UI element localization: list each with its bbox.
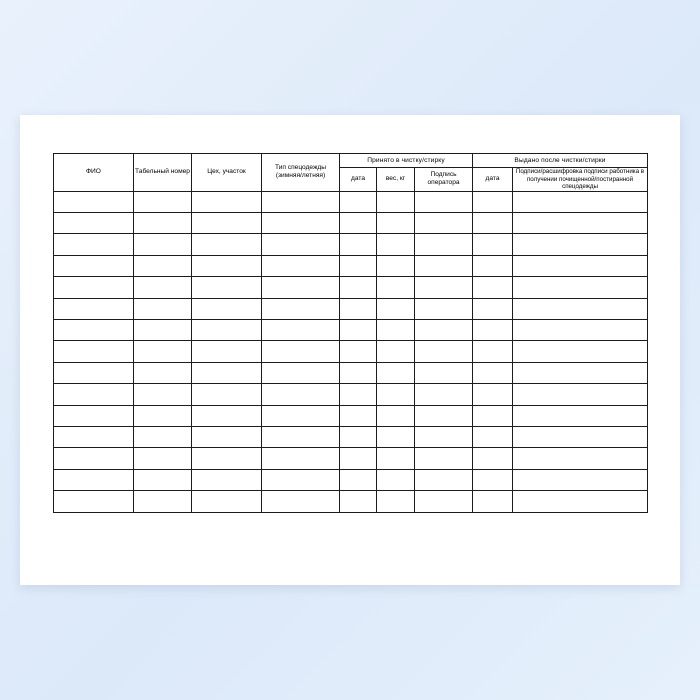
- table-cell[interactable]: [513, 277, 648, 298]
- table-cell[interactable]: [377, 469, 415, 490]
- table-cell[interactable]: [513, 341, 648, 362]
- table-cell[interactable]: [415, 426, 473, 447]
- table-cell[interactable]: [473, 341, 513, 362]
- column-header-personnel-number: Табельный номер: [134, 154, 192, 192]
- table-cell[interactable]: [134, 384, 192, 405]
- table-cell[interactable]: [54, 277, 134, 298]
- table-row[interactable]: [54, 298, 648, 319]
- table-cell[interactable]: [192, 213, 262, 234]
- table-cell[interactable]: [473, 298, 513, 319]
- table-cell[interactable]: [513, 191, 648, 212]
- table-cell[interactable]: [340, 255, 377, 276]
- table-cell[interactable]: [134, 191, 192, 212]
- table-cell[interactable]: [340, 277, 377, 298]
- table-cell[interactable]: [415, 405, 473, 426]
- table-cell[interactable]: [415, 234, 473, 255]
- column-header-fio: ФИО: [54, 154, 134, 192]
- table-cell[interactable]: [262, 255, 340, 276]
- table-cell[interactable]: [415, 298, 473, 319]
- table-cell[interactable]: [473, 320, 513, 341]
- table-cell[interactable]: [54, 384, 134, 405]
- table-cell[interactable]: [513, 362, 648, 383]
- table-cell[interactable]: [513, 426, 648, 447]
- table-cell[interactable]: [473, 405, 513, 426]
- table-cell[interactable]: [377, 448, 415, 469]
- table-container: [53, 153, 647, 513]
- table-cell[interactable]: [262, 213, 340, 234]
- table-cell[interactable]: [134, 469, 192, 490]
- table-cell[interactable]: [192, 298, 262, 319]
- table-cell[interactable]: [54, 341, 134, 362]
- registry-table: [53, 153, 648, 513]
- table-cell[interactable]: [54, 426, 134, 447]
- table-cell[interactable]: [513, 234, 648, 255]
- table-cell[interactable]: [473, 234, 513, 255]
- table-cell[interactable]: [134, 298, 192, 319]
- table-cell[interactable]: [513, 384, 648, 405]
- table-cell[interactable]: [415, 469, 473, 490]
- table-cell[interactable]: [415, 191, 473, 212]
- table-body: [54, 191, 648, 512]
- table-cell[interactable]: [134, 448, 192, 469]
- table-cell[interactable]: [473, 469, 513, 490]
- column-header-clothing-type: Тип спецодежды (зимняя/летняя): [262, 154, 340, 192]
- table-cell[interactable]: [262, 298, 340, 319]
- table-cell[interactable]: [262, 405, 340, 426]
- table-row[interactable]: [54, 191, 648, 212]
- table-cell[interactable]: [377, 405, 415, 426]
- table-cell[interactable]: [54, 469, 134, 490]
- table-cell[interactable]: [192, 405, 262, 426]
- column-header-operator-signature: Подпись оператора: [415, 168, 473, 192]
- table-cell[interactable]: [377, 213, 415, 234]
- table-cell[interactable]: [415, 448, 473, 469]
- table-cell[interactable]: [340, 298, 377, 319]
- table-cell[interactable]: [262, 320, 340, 341]
- table-row[interactable]: [54, 469, 648, 490]
- table-cell[interactable]: [377, 426, 415, 447]
- table-cell[interactable]: [377, 234, 415, 255]
- table-cell[interactable]: [377, 320, 415, 341]
- group-header-row: [54, 154, 648, 168]
- table-cell[interactable]: [192, 191, 262, 212]
- table-cell[interactable]: [192, 277, 262, 298]
- table-cell[interactable]: [262, 362, 340, 383]
- column-header-worker-signature: Подписи/расшифровка подписи работника в получении почищенной/постиранной спецодежды: [513, 168, 648, 192]
- table-cell[interactable]: [340, 191, 377, 212]
- table-cell[interactable]: [192, 491, 262, 512]
- table-cell[interactable]: [262, 341, 340, 362]
- table-cell[interactable]: [340, 362, 377, 383]
- table-cell[interactable]: [513, 213, 648, 234]
- table-cell[interactable]: [262, 469, 340, 490]
- table-cell[interactable]: [262, 191, 340, 212]
- table-cell[interactable]: [192, 384, 262, 405]
- table-cell[interactable]: [473, 448, 513, 469]
- table-row[interactable]: [54, 341, 648, 362]
- table-cell[interactable]: [513, 491, 648, 512]
- column-header-shop-area: Цех, участок: [192, 154, 262, 192]
- column-header-accepted-date: дата: [340, 168, 377, 192]
- table-cell[interactable]: [415, 277, 473, 298]
- table-cell[interactable]: [473, 255, 513, 276]
- table-cell[interactable]: [262, 448, 340, 469]
- table-row[interactable]: [54, 448, 648, 469]
- table-row[interactable]: [54, 362, 648, 383]
- table-cell[interactable]: [54, 362, 134, 383]
- table-cell[interactable]: [513, 448, 648, 469]
- table-cell[interactable]: [54, 298, 134, 319]
- table-cell[interactable]: [340, 341, 377, 362]
- table-cell[interactable]: [513, 298, 648, 319]
- table-cell[interactable]: [377, 191, 415, 212]
- table-row[interactable]: [54, 255, 648, 276]
- table-cell[interactable]: [377, 298, 415, 319]
- group-header-issued: Выдано после чистки/стирки: [473, 154, 648, 168]
- table-cell[interactable]: [340, 234, 377, 255]
- table-cell[interactable]: [377, 341, 415, 362]
- table-cell[interactable]: [377, 362, 415, 383]
- table-cell[interactable]: [54, 320, 134, 341]
- table-cell[interactable]: [262, 234, 340, 255]
- table-cell[interactable]: [513, 405, 648, 426]
- table-cell[interactable]: [377, 277, 415, 298]
- table-cell[interactable]: [192, 426, 262, 447]
- table-cell[interactable]: [262, 426, 340, 447]
- table-head: [54, 154, 648, 192]
- table-cell[interactable]: [134, 213, 192, 234]
- table-cell[interactable]: [340, 491, 377, 512]
- table-cell[interactable]: [54, 213, 134, 234]
- table-cell[interactable]: [134, 491, 192, 512]
- table-cell[interactable]: [192, 469, 262, 490]
- table-cell[interactable]: [340, 213, 377, 234]
- table-cell[interactable]: [473, 384, 513, 405]
- table-cell[interactable]: [473, 213, 513, 234]
- table-cell[interactable]: [473, 362, 513, 383]
- table-cell[interactable]: [262, 277, 340, 298]
- table-cell[interactable]: [192, 320, 262, 341]
- table-cell[interactable]: [415, 320, 473, 341]
- table-cell[interactable]: [377, 491, 415, 512]
- table-cell[interactable]: [54, 255, 134, 276]
- table-cell[interactable]: [340, 384, 377, 405]
- table-cell[interactable]: [377, 255, 415, 276]
- table-cell[interactable]: [192, 255, 262, 276]
- paper-sheet: [20, 115, 680, 585]
- table-cell[interactable]: [134, 405, 192, 426]
- table-cell[interactable]: [192, 448, 262, 469]
- table-cell[interactable]: [473, 491, 513, 512]
- table-row[interactable]: [54, 234, 648, 255]
- table-cell[interactable]: [377, 384, 415, 405]
- table-cell[interactable]: [192, 341, 262, 362]
- table-cell[interactable]: [340, 448, 377, 469]
- table-cell[interactable]: [262, 384, 340, 405]
- table-cell[interactable]: [192, 362, 262, 383]
- table-cell[interactable]: [134, 320, 192, 341]
- table-row[interactable]: [54, 384, 648, 405]
- table-row[interactable]: [54, 213, 648, 234]
- table-cell[interactable]: [134, 426, 192, 447]
- column-header-weight-kg: вес, кг: [377, 168, 415, 192]
- table-cell[interactable]: [54, 234, 134, 255]
- table-row[interactable]: [54, 320, 648, 341]
- table-cell[interactable]: [415, 255, 473, 276]
- table-cell[interactable]: [134, 362, 192, 383]
- table-cell[interactable]: [415, 384, 473, 405]
- table-cell[interactable]: [513, 469, 648, 490]
- table-cell[interactable]: [340, 320, 377, 341]
- table-cell[interactable]: [415, 491, 473, 512]
- table-cell[interactable]: [513, 320, 648, 341]
- table-cell[interactable]: [134, 234, 192, 255]
- table-row[interactable]: [54, 405, 648, 426]
- table-cell[interactable]: [513, 255, 648, 276]
- table-cell[interactable]: [54, 191, 134, 212]
- table-cell[interactable]: [340, 426, 377, 447]
- table-row[interactable]: [54, 491, 648, 512]
- table-cell[interactable]: [415, 341, 473, 362]
- group-header-accepted: Принято в чистку/стирку: [340, 154, 473, 168]
- table-cell[interactable]: [415, 213, 473, 234]
- column-header-issued-date: дата: [473, 168, 513, 192]
- table-cell[interactable]: [134, 277, 192, 298]
- table-cell[interactable]: [192, 234, 262, 255]
- table-row[interactable]: [54, 277, 648, 298]
- table-cell[interactable]: [54, 491, 134, 512]
- table-row[interactable]: [54, 426, 648, 447]
- table-cell[interactable]: [415, 362, 473, 383]
- table-cell[interactable]: [134, 341, 192, 362]
- table-cell[interactable]: [54, 448, 134, 469]
- table-cell[interactable]: [340, 469, 377, 490]
- table-cell[interactable]: [340, 405, 377, 426]
- table-cell[interactable]: [134, 255, 192, 276]
- table-cell[interactable]: [473, 277, 513, 298]
- table-cell[interactable]: [473, 191, 513, 212]
- table-cell[interactable]: [473, 426, 513, 447]
- table-cell[interactable]: [262, 491, 340, 512]
- table-cell[interactable]: [54, 405, 134, 426]
